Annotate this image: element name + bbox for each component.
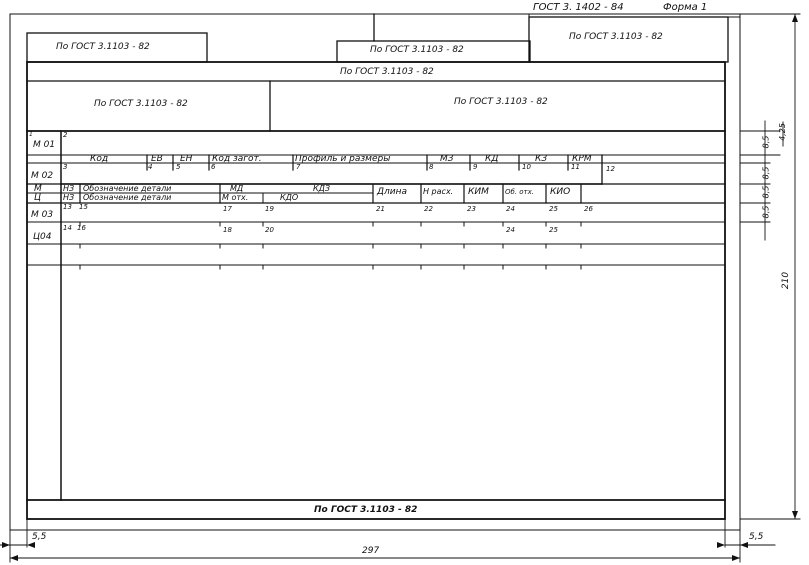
col-designation-bottom: Обозначение детали: [83, 193, 172, 202]
cell-number: 19: [265, 205, 274, 213]
dimension-label: 8,5: [761, 185, 771, 199]
cell-number: 25: [549, 226, 558, 234]
col-kd: КД: [485, 154, 499, 164]
col-kod-zagot: Код загот.: [212, 154, 262, 164]
col-kod: Код: [90, 154, 109, 164]
col-n-rasx: Н расх.: [423, 187, 454, 196]
sheet-width-label: 297: [362, 546, 380, 556]
right-block: По ГОСТ 3.1103 - 82: [454, 97, 548, 107]
col-en: ЕН: [180, 154, 193, 164]
dimension-label: 8,5: [761, 166, 771, 180]
cell-number: 24: [506, 205, 515, 213]
margin-left-label: 5,5: [32, 532, 47, 542]
col-dlina: Длина: [377, 187, 408, 197]
col-profil: Профиль и размеры: [295, 154, 391, 164]
band-block: По ГОСТ 3.1103 - 82: [340, 67, 434, 77]
col-krm: КРМ: [572, 154, 592, 164]
top-right-block: По ГОСТ 3.1103 - 82: [569, 32, 663, 42]
col-kim: КИМ: [468, 187, 489, 197]
dimension-label: 4,25: [777, 123, 787, 141]
cell-number: 20: [265, 226, 274, 234]
cell-number: 22: [424, 205, 433, 213]
row-label-c: Ц: [34, 193, 41, 203]
cell-number: 12: [606, 165, 615, 173]
col-kz: КЗ: [535, 154, 548, 164]
row-label-m01: М 01: [33, 140, 56, 150]
cell-number: 16: [77, 224, 86, 232]
col-kio: КИО: [550, 187, 571, 197]
dimension-label: 8,5: [761, 135, 771, 149]
cell-number: 11: [571, 163, 580, 171]
cell-number: 7: [296, 163, 301, 171]
gost-standard-label: ГОСТ 3. 1402 - 84: [533, 2, 624, 13]
cell-number: 6: [211, 163, 216, 171]
col-designation-top: Обозначение детали: [83, 184, 172, 193]
col-m-otx: М отх.: [222, 193, 249, 202]
top-mid-block: По ГОСТ 3.1103 - 82: [370, 45, 464, 55]
col-ev: ЕВ: [151, 154, 163, 164]
cell-number: 9: [473, 163, 478, 171]
cell-number: 21: [376, 205, 385, 213]
col-nz-bottom: НЗ: [63, 193, 75, 202]
row-label-c04: Ц04: [33, 232, 52, 242]
col-kdz: КДЗ: [313, 184, 331, 193]
row-label-m: М: [34, 184, 42, 194]
col-nz-top: НЗ: [63, 184, 75, 193]
margin-right-label: 5,5: [749, 532, 764, 542]
row-label-m03: М 03: [31, 210, 54, 220]
cell-number: 14: [63, 224, 72, 232]
cell-number: 5: [176, 163, 181, 171]
cell-number: 2: [63, 131, 68, 139]
cell-number: 18: [223, 226, 232, 234]
cell-number: 10: [522, 163, 531, 171]
cell-number: 24: [506, 226, 515, 234]
cell-number: 15: [79, 203, 88, 211]
form-number-label: Форма 1: [663, 2, 708, 13]
col-md: МД: [230, 184, 244, 193]
left-block: По ГОСТ 3.1103 - 82: [94, 99, 188, 109]
top-left-block: По ГОСТ 3.1103 - 82: [56, 42, 150, 52]
cell-number: 25: [549, 205, 558, 213]
cell-number: 17: [223, 205, 232, 213]
dimension-label: 8,5: [761, 205, 771, 219]
cell-number: 23: [467, 205, 476, 213]
row-label-m02: М 02: [31, 171, 54, 181]
cell-number: 13: [63, 203, 72, 211]
cell-number: 3: [63, 163, 68, 171]
sheet-height-label: 210: [781, 271, 792, 290]
cell-number: 8: [429, 163, 434, 171]
cell-number: 1: [29, 131, 33, 138]
col-ob-otx: Об. отх.: [505, 188, 535, 196]
bottom-block: По ГОСТ 3.1103 - 82: [314, 505, 418, 515]
col-mz: МЗ: [440, 154, 454, 164]
cell-number: 26: [584, 205, 593, 213]
col-kdo: КДО: [280, 193, 299, 202]
cell-number: 4: [148, 163, 153, 171]
